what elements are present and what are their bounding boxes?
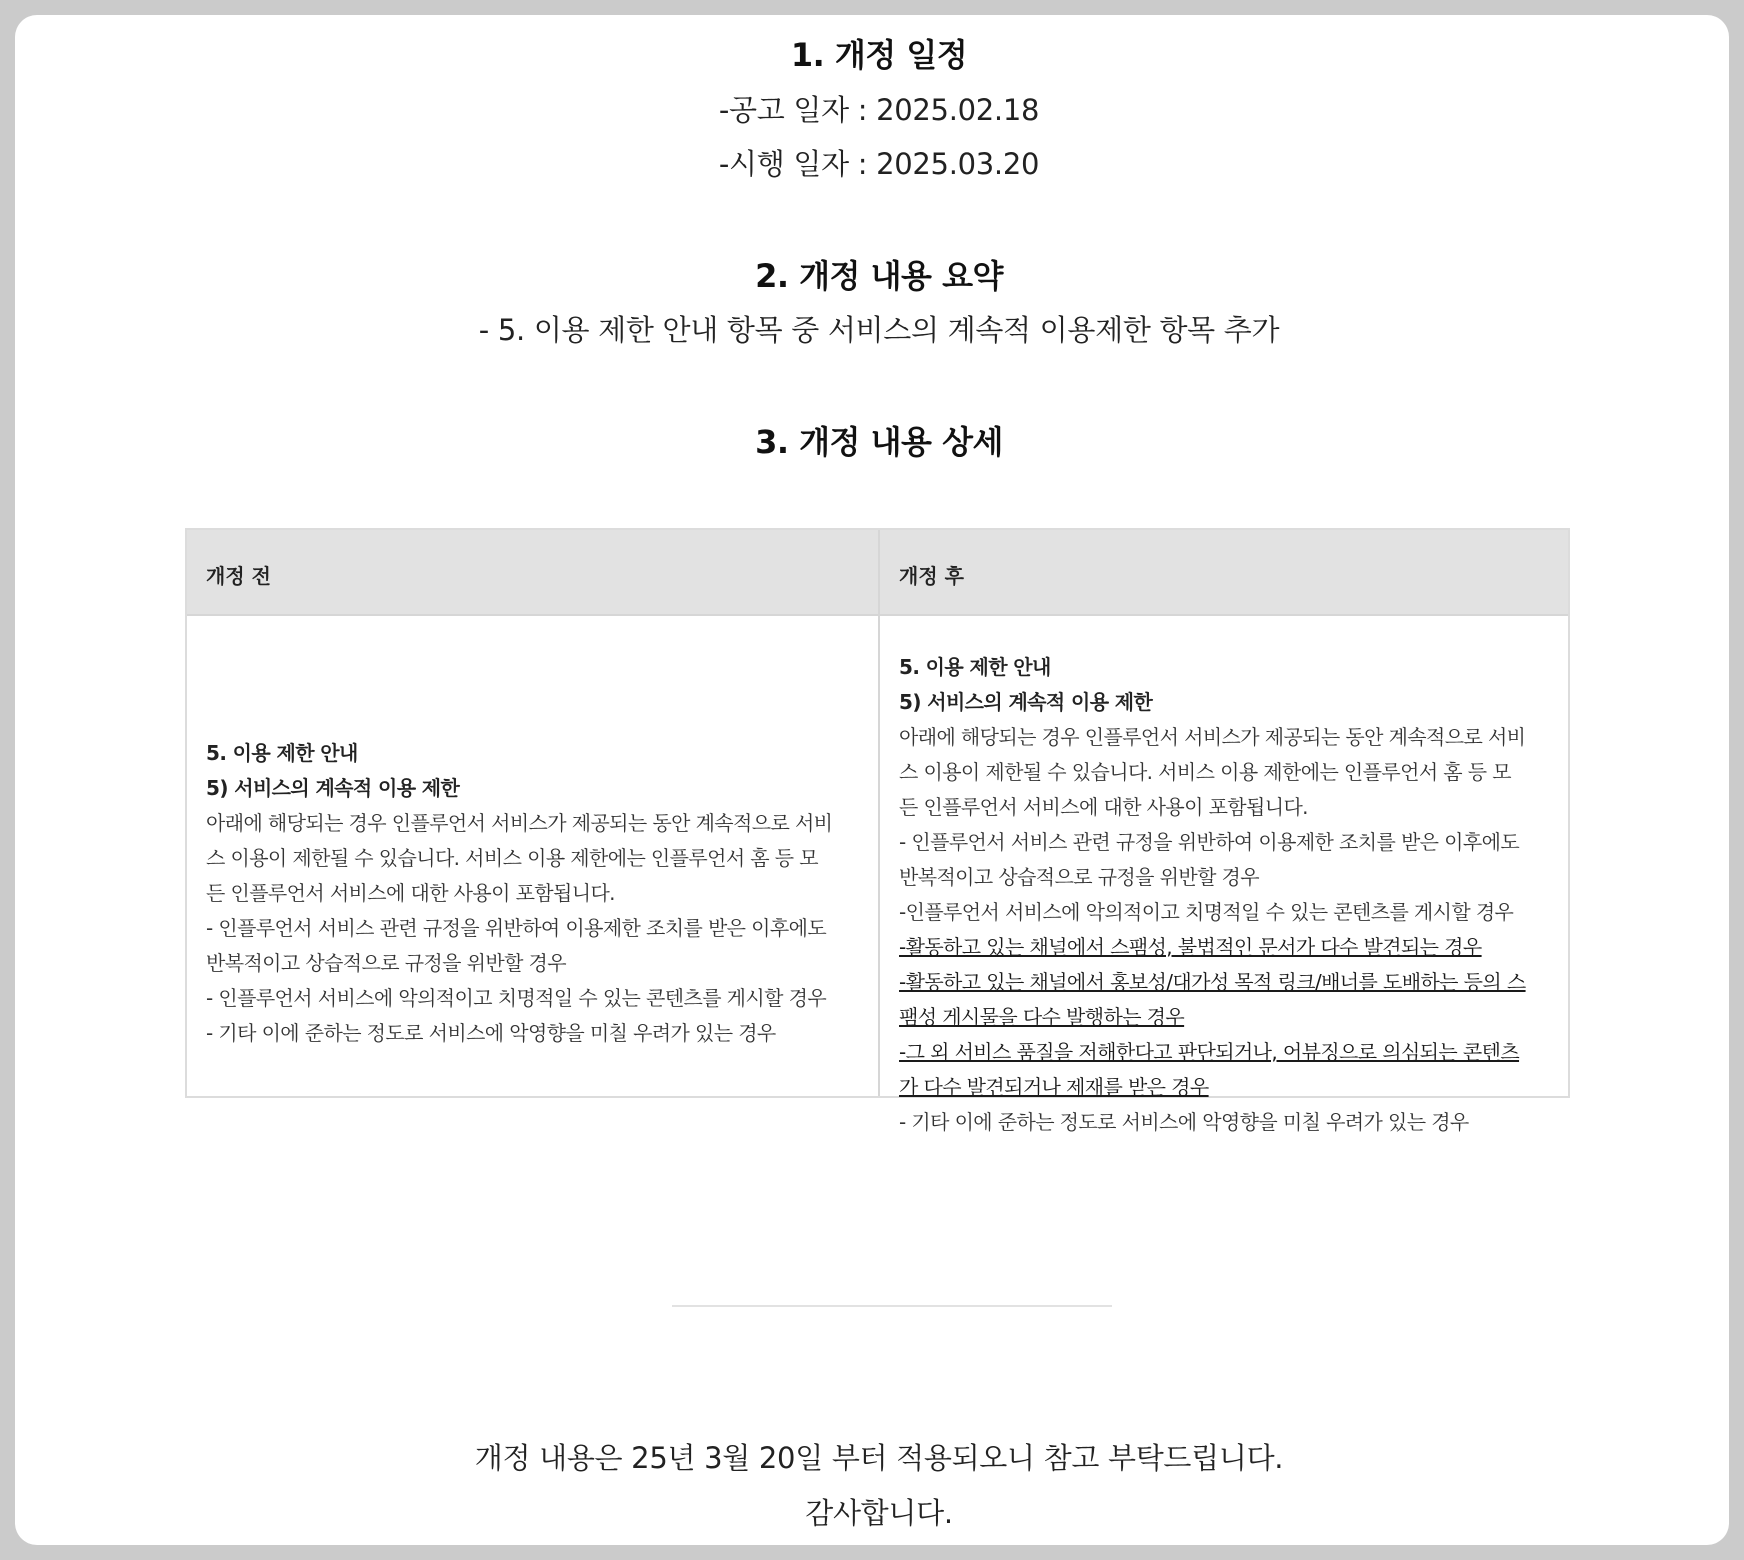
before-line: 스 이용이 제한될 수 있습니다. 서비스 이용 제한에는 인플루언서 홈 등 모 xyxy=(206,846,818,870)
after-line: -인플루언서 서비스에 악의적이고 치명적일 수 있는 콘텐츠를 게시할 경우 xyxy=(899,900,1514,924)
footer-thanks: 감사합니다. xyxy=(805,1496,953,1530)
revision-table xyxy=(185,528,1570,1134)
before-cell xyxy=(206,736,832,1051)
notice-date: -공고 일자 : 2025.02.18 xyxy=(718,93,1040,127)
after-line: -활동하고 있는 채널에서 홍보성/대가성 목적 링크/배너를 도배하는 등의 스 xyxy=(899,970,1526,994)
after-line: 스 이용이 제한될 수 있습니다. 서비스 이용 제한에는 인플루언서 홈 등 모 xyxy=(899,760,1511,784)
after-line: 5. 이용 제한 안내 xyxy=(899,655,1051,679)
after-line: 반복적이고 상습적으로 규정을 위반할 경우 xyxy=(899,865,1259,889)
after-line: - 인플루언서 서비스 관련 규정을 위반하여 이용제한 조치를 받은 이후에도 xyxy=(899,830,1520,854)
section-1-heading: 1. 개정 일정 xyxy=(790,36,968,74)
before-line: - 기타 이에 준하는 정도로 서비스에 악영향을 미칠 우려가 있는 경우 xyxy=(206,1021,776,1045)
after-line: 가 다수 발견되거나 제재를 받은 경우 xyxy=(899,1075,1209,1099)
after-line: 든 인플루언서 서비스에 대한 사용이 포함됩니다. xyxy=(899,795,1308,819)
before-line: 반복적이고 상습적으로 규정을 위반할 경우 xyxy=(206,951,566,975)
after-line: 팸성 게시물을 다수 발행하는 경우 xyxy=(899,1005,1185,1029)
before-line: - 인플루언서 서비스에 악의적이고 치명적일 수 있는 콘텐츠를 게시할 경우 xyxy=(206,986,827,1010)
after-cell xyxy=(899,650,1526,1140)
before-line: 5) 서비스의 계속적 이용 제한 xyxy=(206,776,460,800)
after-line: -활동하고 있는 채널에서 스팸성, 불법적인 문서가 다수 발견되는 경우 xyxy=(899,935,1482,959)
section-3-heading: 3. 개정 내용 상세 xyxy=(755,423,1003,461)
summary-text: - 5. 이용 제한 안내 항목 중 서비스의 계속적 이용제한 항목 추가 xyxy=(478,313,1280,347)
effective-date: -시행 일자 : 2025.03.20 xyxy=(718,147,1040,181)
before-line: 든 인플루언서 서비스에 대한 사용이 포함됩니다. xyxy=(206,881,615,905)
before-line: 아래에 해당되는 경우 인플루언서 서비스가 제공되는 동안 계속적으로 서비 xyxy=(206,811,833,835)
section-2-heading: 2. 개정 내용 요약 xyxy=(755,257,1003,295)
footer-notice: 개정 내용은 25년 3월 20일 부터 적용되오니 참고 부탁드립니다. xyxy=(474,1441,1284,1475)
after-line: -그 외 서비스 품질을 저해한다고 판단되거나, 어뷰징으로 의심되는 콘텐츠 xyxy=(899,1040,1520,1064)
header-before: 개정 전 xyxy=(206,564,271,588)
notice-card xyxy=(15,15,1729,1545)
before-line: 5. 이용 제한 안내 xyxy=(206,741,358,765)
after-line: - 기타 이에 준하는 정도로 서비스에 악영향을 미칠 우려가 있는 경우 xyxy=(899,1110,1469,1134)
column-divider xyxy=(878,530,880,1096)
header-after: 개정 후 xyxy=(899,564,964,588)
divider-line xyxy=(672,1305,1112,1307)
after-line: 5) 서비스의 계속적 이용 제한 xyxy=(899,690,1153,714)
after-line: 아래에 해당되는 경우 인플루언서 서비스가 제공되는 동안 계속적으로 서비 xyxy=(899,725,1526,749)
before-line: - 인플루언서 서비스 관련 규정을 위반하여 이용제한 조치를 받은 이후에도 xyxy=(206,916,827,940)
